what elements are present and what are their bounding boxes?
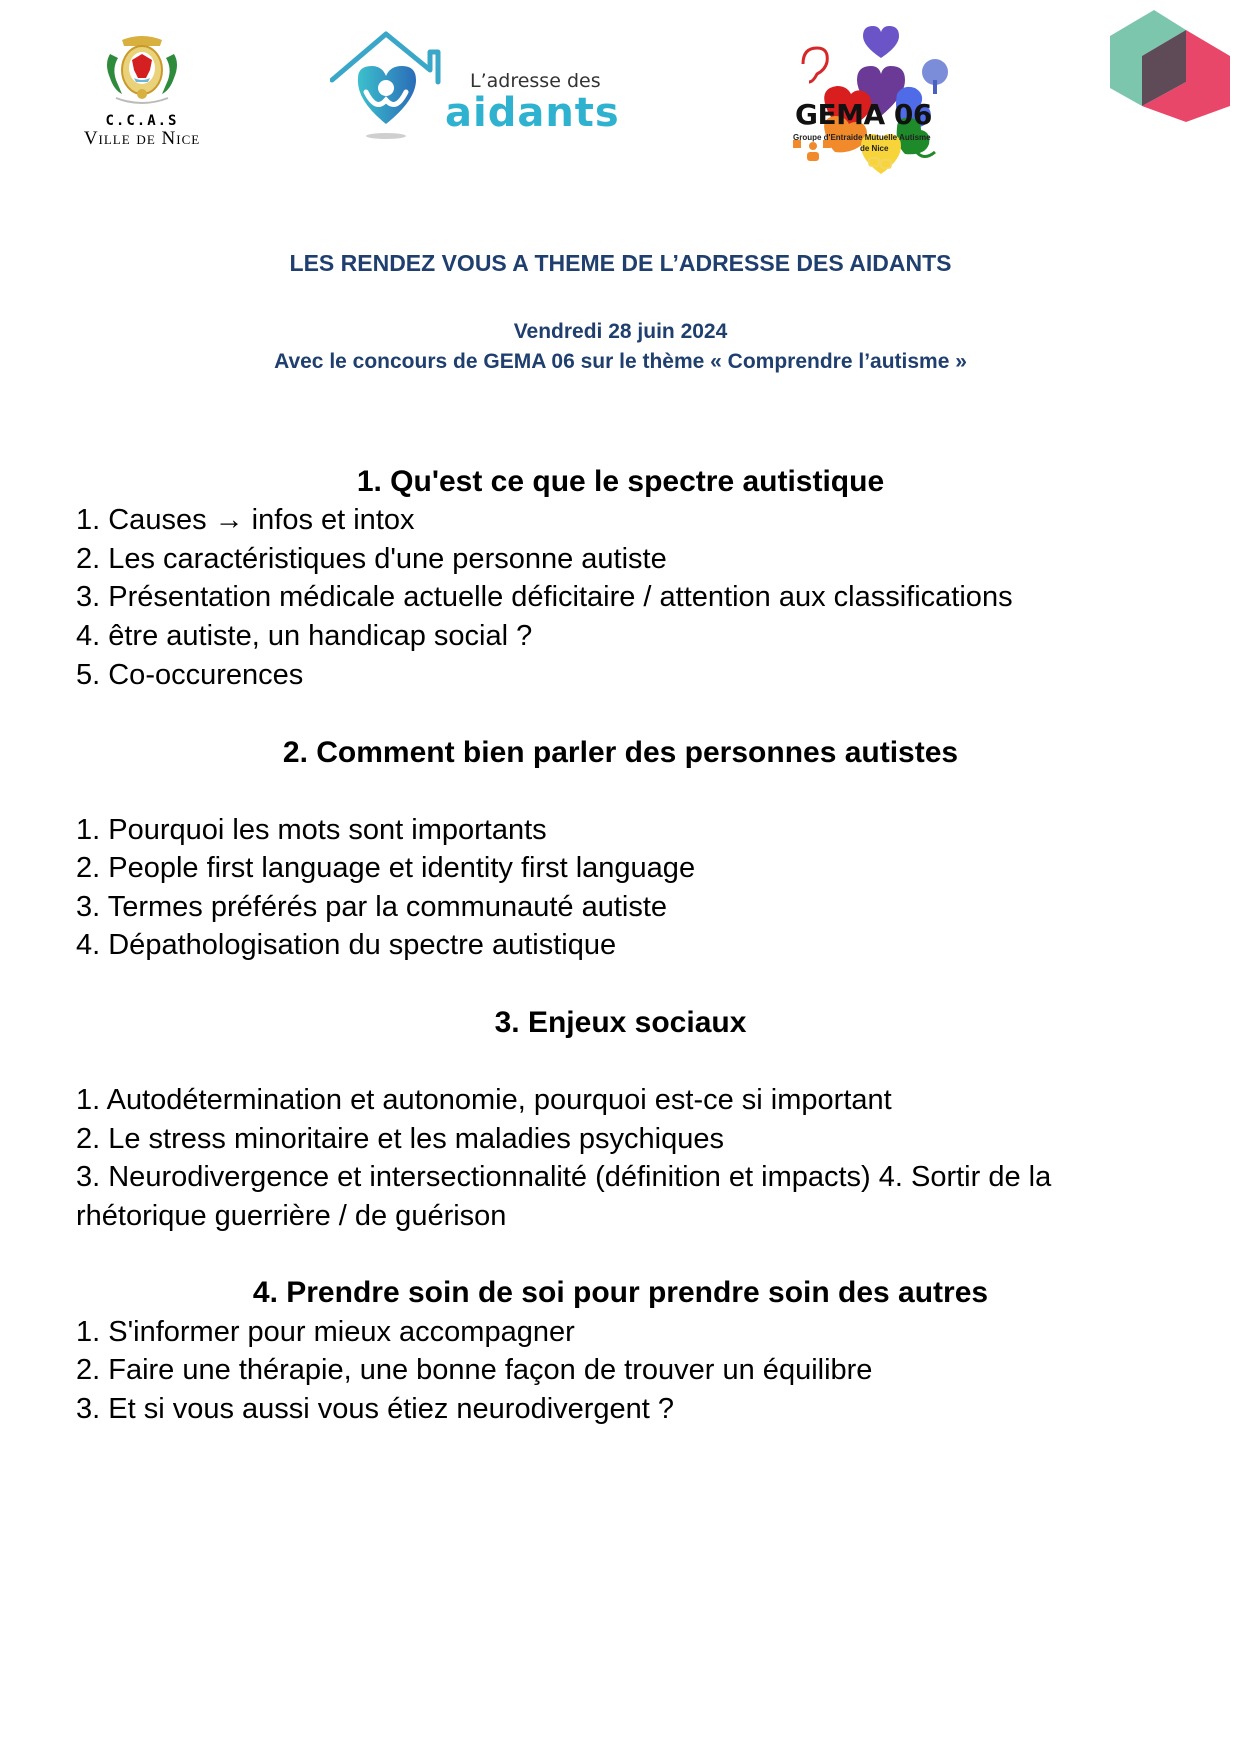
document-title: LES RENDEZ VOUS A THEME DE L’ADRESSE DES AIDANTS — [289, 250, 952, 276]
hexagon-cube-logo-icon — [1110, 10, 1230, 122]
list-item: 2. Le stress minoritaire et les maladies psychiques — [76, 1123, 724, 1155]
list-item: 1. Autodétermination et autonomie, pourquoi est-ce si important — [76, 1084, 892, 1116]
event-subtitle: Avec le concours de GEMA 06 sur le thème « Comprendre l’autisme » — [274, 350, 967, 373]
list-item: 5. Co-occurences — [76, 659, 304, 691]
nice-coat-of-arms-icon — [102, 34, 182, 106]
list-item: 2. People first language et identity first language — [76, 852, 696, 884]
ccas-label: C.C.A.S — [105, 113, 179, 129]
house-heart-icon — [330, 30, 450, 145]
section-heading: 4. Prendre soin de soi pour prendre soin des autres — [252, 1276, 989, 1309]
list-item: 2. Les caractéristiques d'une personne autiste — [76, 543, 667, 575]
list-item: 3. Termes préférés par la communauté autiste — [76, 891, 668, 923]
list-item: 3. Neurodivergence et intersectionnalité (définition et impacts) 4. Sortir de la rhétorique guerrière / de guérison — [76, 1161, 1052, 1232]
gema-06-logo — [785, 20, 965, 185]
gema-06-label: GEMA 06 — [795, 98, 932, 131]
section-heading: 1. Qu'est ce que le spectre autistique — [356, 465, 885, 498]
list-item: 1. Causes → infos et intox — [76, 504, 415, 536]
ccas-ville-de-nice-logo — [52, 34, 232, 149]
adresse-des-aidants-logo — [330, 30, 620, 145]
list-item: 3. Présentation médicale actuelle déficitaire / attention aux classifications — [76, 581, 1013, 613]
adresse-des-label: L’adresse des — [470, 70, 601, 92]
aidants-label: aidants — [445, 90, 620, 136]
gema-full-name-label: Groupe d'Entraide Mutuelle Autisme — [793, 133, 931, 142]
list-item: 2. Faire une thérapie, une bonne façon de trouver un équilibre — [76, 1354, 873, 1386]
list-item: 3. Et si vous aussi vous étiez neurodivergent ? — [76, 1393, 675, 1425]
list-item: 1. S'informer pour mieux accompagner — [76, 1316, 575, 1348]
section-heading: 3. Enjeux sociaux — [494, 1006, 747, 1039]
list-item: 4. être autiste, un handicap social ? — [76, 620, 533, 652]
event-date: Vendredi 28 juin 2024 — [513, 320, 728, 343]
section-heading: 2. Comment bien parler des personnes autistes — [282, 736, 959, 769]
ville-de-nice-label: Ville de Nice — [83, 128, 201, 149]
list-item: 4. Dépathologisation du spectre autistique — [76, 929, 617, 961]
gema-city-label: de Nice — [860, 144, 889, 153]
list-item: 1. Pourquoi les mots sont importants — [76, 814, 547, 846]
